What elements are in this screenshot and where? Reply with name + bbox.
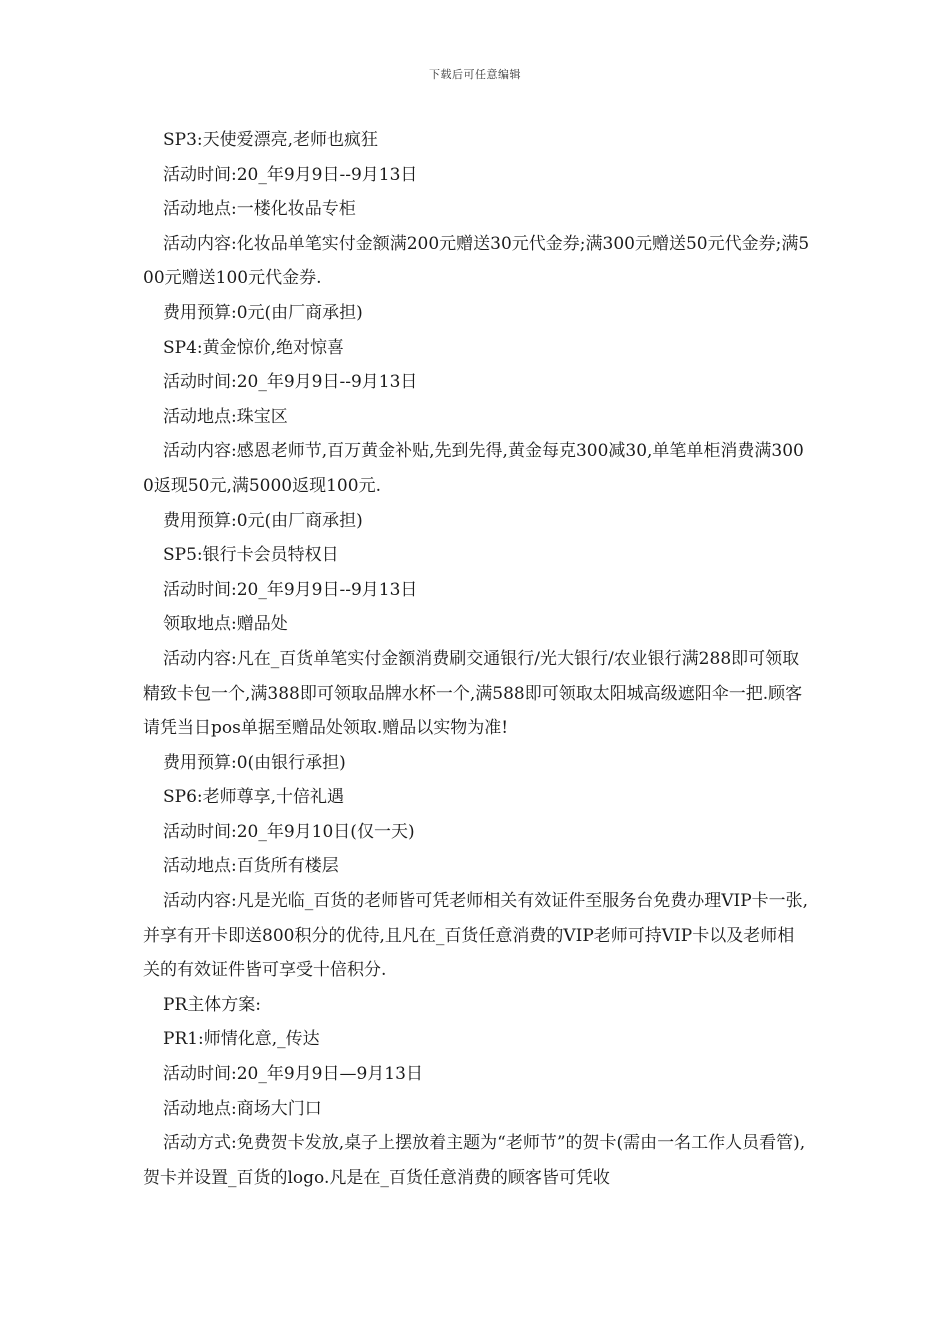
paragraph-sp3-content: 活动内容:化妆品单笔实付金额满200元赠送30元代金券;满300元赠送50元代金券;满500元赠送100元代金券. <box>143 233 810 289</box>
paragraph-pr-heading: PR主体方案: <box>163 994 261 1015</box>
document-body <box>143 123 811 1195</box>
paragraph-sp6-title: SP6:老师尊享,十倍礼遇 <box>163 787 345 808</box>
paragraph-sp4-place: 活动地点:珠宝区 <box>163 406 288 427</box>
paragraph-sp6-time: 活动时间:20_年9月10日(仅一天) <box>163 821 415 842</box>
paragraph-sp6-content: 活动内容:凡是光临_百货的老师皆可凭老师相关有效证件至服务台免费办理VIP卡一张,并享有开卡即送800积分的优待,且凡在_百货任意消费的VIP老师可持VIP卡以及老师相关的有效证件皆可享受十倍积分. <box>143 891 809 981</box>
paragraph-sp4-title: SP4:黄金惊价,绝对惊喜 <box>163 337 345 358</box>
paragraph-pr1-time: 活动时间:20_年9月9日—9月13日 <box>163 1064 423 1085</box>
paragraph-pr1-title: PR1:师情化意,_传达 <box>163 1029 320 1050</box>
paragraph-sp5-title: SP5:银行卡会员特权日 <box>163 545 339 566</box>
paragraph-sp5-budget: 费用预算:0(由银行承担) <box>163 752 346 773</box>
paragraph-pr1-method: 活动方式:免费贺卡发放,桌子上摆放着主题为“老师节”的贺卡(需由一名工作人员看管),贺卡并设置_百货的logo.凡是在_百货任意消费的顾客皆可凭收 <box>143 1133 806 1188</box>
paragraph-sp4-content: 活动内容:感恩老师节,百万黄金补贴,先到先得,黄金每克300减30,单笔单柜消费满3000返现50元,满5000返现100元. <box>143 441 804 496</box>
paragraph-sp5-content: 活动内容:凡在_百货单笔实付金额消费刷交通银行/光大银行/农业银行满288即可领取精致卡包一个,满388即可领取品牌水杯一个,满588即可领取太阳城高级遮阳伞一把.顾客请凭当日pos单据至赠品处领取.赠品以实物为准! <box>143 648 803 739</box>
paragraph-sp3-place: 活动地点:一楼化妆品专柜 <box>163 199 356 220</box>
paragraph-sp3-budget: 费用预算:0元(由厂商承担) <box>163 302 363 323</box>
paragraph-sp4-time: 活动时间:20_年9月9日--9月13日 <box>163 372 418 393</box>
paragraph-sp6-place: 活动地点:百货所有楼层 <box>163 856 339 877</box>
paragraph-sp5-place: 领取地点:赠品处 <box>163 614 288 635</box>
paragraph-sp4-budget: 费用预算:0元(由厂商承担) <box>163 510 363 531</box>
paragraph-sp3-title: SP3:天使爱漂亮,老师也疯狂 <box>163 130 379 150</box>
paragraph-pr1-place: 活动地点:商场大门口 <box>163 1098 322 1119</box>
paragraph-sp5-time: 活动时间:20_年9月9日--9月13日 <box>163 579 418 600</box>
paragraph-sp3-time: 活动时间:20_年9月9日--9月13日 <box>163 164 418 185</box>
page-header: 下载后可任意编辑 <box>429 68 521 81</box>
